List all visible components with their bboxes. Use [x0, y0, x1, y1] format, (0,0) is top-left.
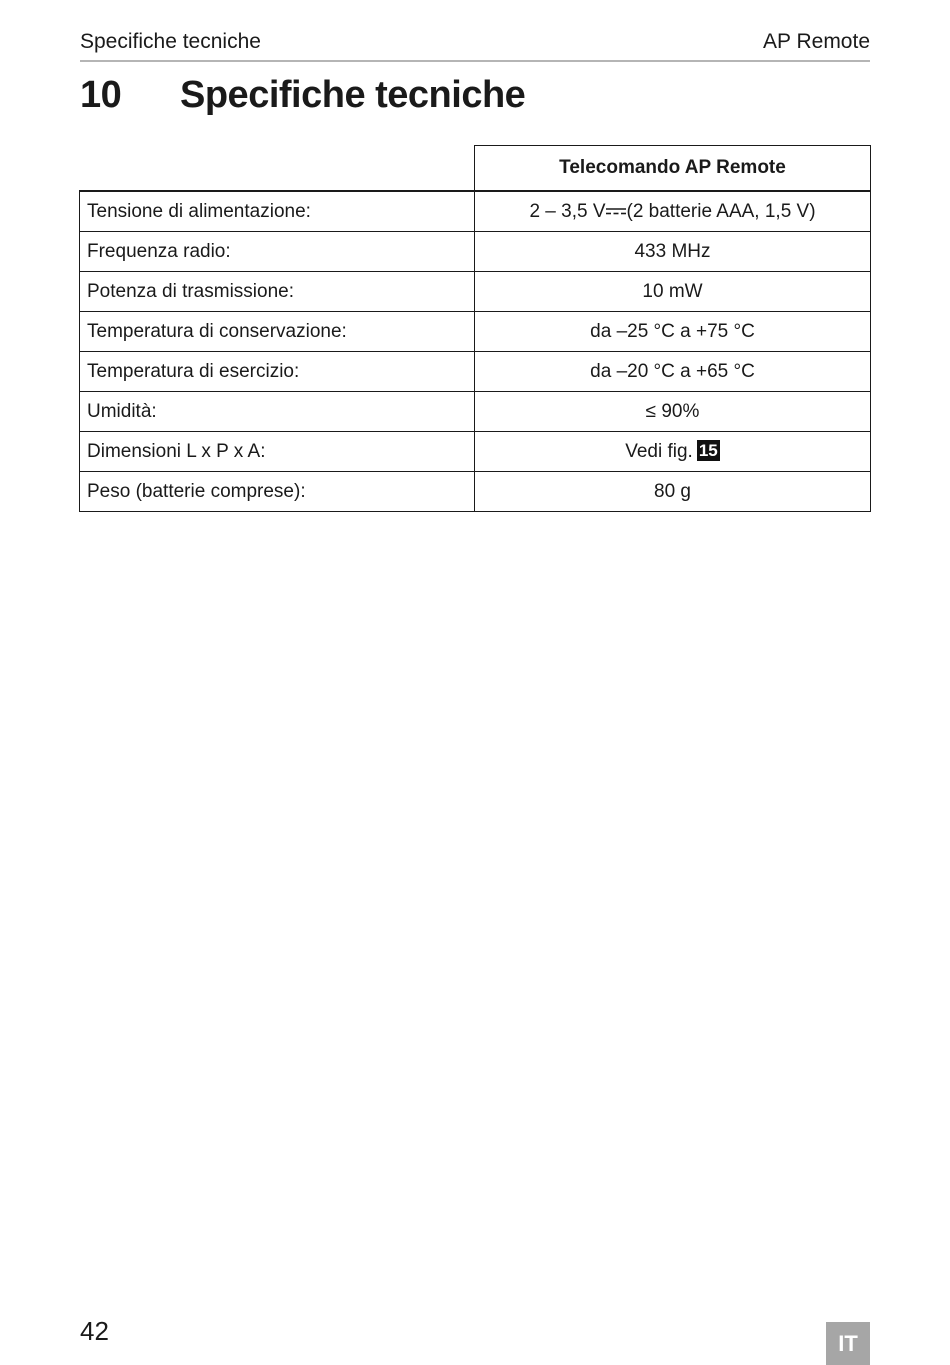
table-row — [80, 472, 871, 512]
spec-table-column-header: Telecomando AP Remote — [475, 146, 871, 192]
spec-label: Temperatura di esercizio: — [80, 352, 475, 392]
spec-value: da –25 °C a +75 °C — [475, 312, 871, 352]
spec-label: Potenza di trasmissione: — [80, 272, 475, 312]
spec-value-prefix: 2 – 3,5 V — [529, 200, 606, 222]
spec-label: Dimensioni L x P x A: — [80, 432, 475, 472]
table-row — [80, 312, 871, 352]
spec-table — [79, 145, 871, 512]
table-row — [80, 272, 871, 312]
spec-label: Umidità: — [80, 392, 475, 432]
spec-value: 10 mW — [475, 272, 871, 312]
spec-label: Temperatura di conservazione: — [80, 312, 475, 352]
chapter-number: 10 — [80, 74, 122, 116]
table-row — [80, 191, 871, 232]
spec-value — [475, 191, 871, 232]
spec-label: Frequenza radio: — [80, 232, 475, 272]
spec-table-corner — [80, 146, 475, 192]
header-section-title: Specifiche tecniche — [80, 30, 261, 53]
spec-value-suffix: (2 batterie AAA, 1,5 V) — [626, 200, 816, 222]
table-row — [80, 232, 871, 272]
spec-label: Tensione di alimentazione: — [80, 191, 475, 232]
dc-current-icon — [606, 206, 626, 216]
spec-value: 80 g — [475, 472, 871, 512]
chapter-heading — [80, 74, 525, 117]
spec-value — [475, 432, 871, 472]
table-row — [80, 392, 871, 432]
spec-value: 433 MHz — [475, 232, 871, 272]
language-tab: IT — [826, 1322, 870, 1365]
spec-table-header-row — [80, 146, 871, 192]
spec-value: da –20 °C a +65 °C — [475, 352, 871, 392]
table-row — [80, 352, 871, 392]
page-number: 42 — [80, 1316, 109, 1346]
spec-value-text: Vedi fig. — [625, 441, 693, 462]
spec-value: ≤ 90% — [475, 392, 871, 432]
header-product-name: AP Remote — [763, 30, 870, 53]
running-header — [80, 28, 870, 62]
spec-label: Peso (batterie comprese): — [80, 472, 475, 512]
chapter-title: Specifiche tecniche — [180, 74, 526, 116]
figure-reference-badge: 15 — [698, 441, 718, 460]
table-row — [80, 432, 871, 472]
